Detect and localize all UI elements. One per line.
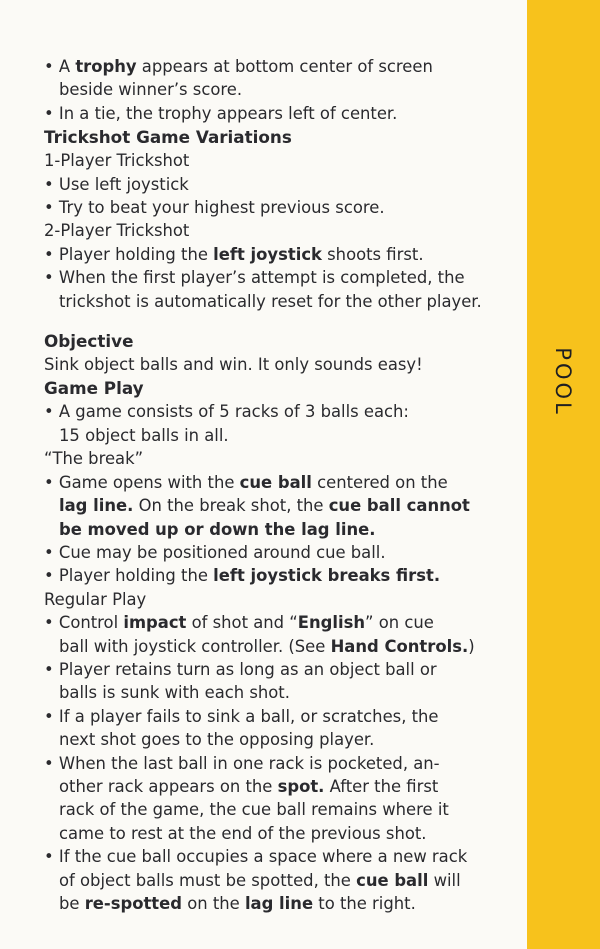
text-line [44,892,514,915]
text: • A game consists of 5 racks of 3 balls each: [44,402,409,422]
bold-text: lag line. [59,496,134,516]
text-line [44,869,514,892]
text-line [44,658,514,681]
text-line [44,822,514,845]
text-line [44,611,514,634]
text: • In a tie, the trophy appears left of center. [44,103,398,123]
text: Objective [44,331,134,352]
text: rack of the game, the cue ball remains where it [59,800,449,820]
text: ” on cue [365,613,434,633]
text-line [44,541,514,564]
text: • Player retains turn as long as an object ball or [44,659,437,679]
bold-text: cue ball [239,472,312,492]
text-line [44,635,514,658]
text: • Player holding the [44,244,214,264]
text: After the first [324,776,439,796]
page-content [44,55,514,915]
text: 1-Player Trickshot [44,151,190,171]
text: next shot goes to the opposing player. [59,730,375,750]
text: to the right. [313,894,416,913]
text: ball with joystick controller. (See [59,636,331,656]
text: beside winner’s score. [59,80,243,100]
text-line [44,173,514,196]
text: on the [181,894,245,913]
text-line [44,243,514,266]
text: • Control [44,613,124,633]
bold-text: left joystick breaks first. [213,566,441,586]
text-line [44,290,514,313]
text: Trickshot Game Variations [44,127,292,148]
text: “The break” [44,449,144,469]
text: • Game opens with the [44,472,240,492]
text-line [44,775,514,798]
text: balls is sunk with each shot. [59,683,290,703]
text: will [428,870,461,890]
text: • When the last ball in one rack is pocketed, an- [44,753,440,773]
text: • Player holding the [44,566,214,586]
text-line [44,728,514,751]
text: of shot and “ [186,613,298,633]
text-line [44,518,514,541]
text-line [44,353,514,376]
bold-text: Hand Controls. [330,636,469,656]
text-line [44,424,514,447]
text: • When the first player’s attempt is completed, the [44,268,465,288]
text: other rack appears on the [59,776,278,796]
bold-text: cue ball cannot [328,496,470,516]
section-tab [527,0,600,949]
bold-text: impact [123,613,187,633]
text-line [44,266,514,289]
text: appears at bottom center of screen [136,57,433,76]
bold-text: be moved up or down the lag line. [59,519,376,539]
text-line [44,55,514,78]
tab-label: POOL [551,347,575,417]
text: of object balls must be spotted, the [59,870,357,890]
bold-text: trophy [75,57,137,76]
text-line [44,219,514,242]
section-heading [44,329,514,353]
text-line [44,752,514,775]
text: • Use left joystick [44,174,189,194]
text: • If the cue ball occupies a space where a new rack [44,847,468,867]
text: • If a player fails to sink a ball, or scratches, the [44,706,439,726]
text: ) [468,636,475,656]
text-line [44,494,514,517]
text-line [44,102,514,125]
text-line [44,798,514,821]
text: centered on the [311,472,448,492]
text-line [44,400,514,423]
section-heading [44,376,514,400]
bold-text: cue ball [356,870,429,890]
bold-text: re-spotted [84,894,182,913]
section-heading [44,125,514,149]
bold-text: left joystick [213,244,322,264]
text: came to rest at the end of the previous shot. [59,823,427,843]
bold-text: lag line [244,894,314,913]
bold-text: English [297,613,366,633]
text-line [44,588,514,611]
text: Game Play [44,378,144,399]
text: • Try to beat your highest previous score. [44,198,385,218]
text: shoots first. [321,244,424,264]
text: 2-Player Trickshot [44,221,190,241]
text: 15 object balls in all. [59,425,229,445]
text: Sink object balls and win. It only sounds easy! [44,355,423,375]
bold-text: spot. [277,776,325,796]
text-line [44,78,514,101]
text: Regular Play [44,589,147,609]
text-line [44,471,514,494]
text: be [59,894,85,913]
text-line [44,681,514,704]
text-line [44,447,514,470]
text-line [44,705,514,728]
text: On the break shot, the [133,496,329,516]
text: • Cue may be positioned around cue ball. [44,542,386,562]
text-line [44,149,514,172]
text-line [44,845,514,868]
text-line [44,196,514,219]
text-line [44,564,514,587]
text: • A [44,57,76,76]
text: trickshot is automatically reset for the other player. [59,291,482,311]
spacer [44,313,514,329]
